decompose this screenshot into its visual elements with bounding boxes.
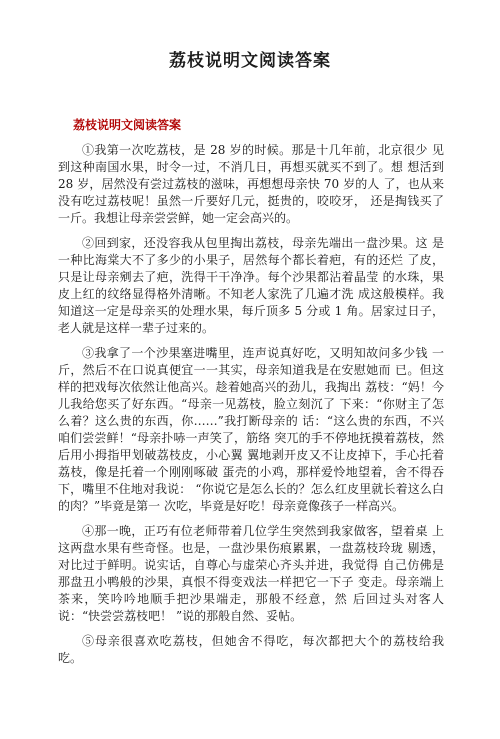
- page-title: 荔枝说明文阅读答案: [169, 51, 331, 71]
- section-title: 荔枝说明文阅读答案: [73, 118, 182, 132]
- article-body: [58, 142, 444, 675]
- paragraph-3: ③我拿了一个沙果塞进嘴里，连声说真好吃，又明知故问多少钱 一斤，然后不在口说真便宜一一其实，母亲知道我是在安慰她而 已。但这样的把戏每次依然让他高兴。趁着她高兴的劲儿，我掏出 荔枝：“妈！今儿我给您买了好东西。“母亲一见荔枝，脸立刻沉了 下来：“你财主了怎么着？这么贵的东西，你……”我打断母亲的 话：“这么贵的东西，不兴咱们尝尝鲜！“母亲扑哧一声笑了，筋络 突兀的手不停地抚摸着荔枝，然后用小拇指甲划破荔枝皮，小心翼 翼地剥开皮又不让皮掉下，手心托着荔枝，像是托着一个刚刚啄破 蛋壳的小鸡，那样爱怜地望着，舍不得吞下，嘴里不住地对我说： “你说它是怎么长的？怎么红皮里就长着这么白的肉？”毕竟是第一 次吃，毕竟是好吃！母亲竟像孩子一样高兴。: [58, 346, 444, 513]
- paragraph-2: ②回到家，还没容我从包里掏出荔枝，母亲先端出一盘沙果。这 是一种比海棠大不了多少的小果子，居然每个都长着疤，有的还烂 了皮，只是让母亲剜去了疤，洗得干干净净。每个沙果都沾着晶莹 的水珠，果皮上红的纹络显得格外清晰。不知老人家洗了几遍才洗 成这般模样。我知道这一定是母亲买的处理水果，每斤顶多 5 分或 1 角。居家过日子，老人就是这样一辈子过来的。: [58, 236, 444, 335]
- paragraph-4: ④那一晚，正巧有位老师带着几位学生突然到我家做客，望着桌 上这两盘水果有些奇怪。也是，一盘沙果伤痕累累，一盘荔枝玲珑 剔透，对比过于鲜明。说实话，自尊心与虚荣心齐头并进，我觉得 自己仿佛是那盘丑小鸭般的沙果，真恨不得变戏法一样把它一下子 变走。母亲端上茶来，笑吟吟地顺手把沙果端走，那般不经意，然 后回过头对客人说：“快尝尝荔枝吧！ ”说的那般自然、妥帖。: [58, 524, 444, 623]
- paragraph-1: ①我第一次吃荔枝，是 28 岁的时候。那是十几年前，北京很少 见到这种南国水果，时令一过，不消几日，再想买就买不到了。想 想活到 28 岁，居然没有尝过荔枝的滋味，再想想母亲快 70 岁的人 了，也从来没有吃过荔枝呢！虽然一斤要好几元，挺贵的，咬咬牙， 还是掏钱买了一斤。我想让母亲尝尝鲜，她一定会高兴的。: [58, 143, 444, 225]
- paragraph-5: ⑤母亲很喜欢吃荔枝，但她舍不得吃，每次都把大个的荔枝给我 吃。: [58, 634, 444, 665]
